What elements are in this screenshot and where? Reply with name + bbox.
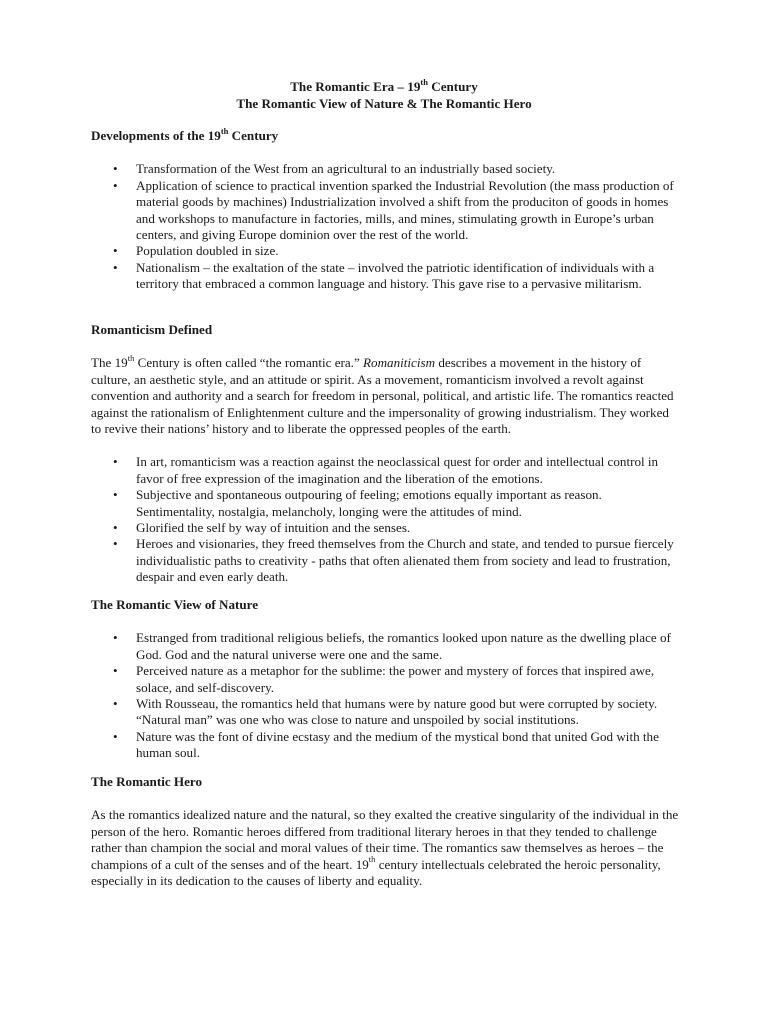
heading-view-of-nature: The Romantic View of Nature: [91, 597, 259, 612]
list-item: • Nature was the font of divine ecstasy and the medium of the mystical bond that united God with the human soul.: [91, 729, 681, 762]
list-item: • Nationalism – the exaltation of the state – involved the patriotic identification of individuals with a territory that embraced a common language and history. This gave rise to a pervasive militarism.: [91, 260, 681, 293]
section-view-of-nature: [91, 597, 681, 762]
list-item: • Heroes and visionaries, they freed themselves from the Church and state, and tended to pursue fiercely individualistic paths to creativity - paths that often alienated them from society and lead to frustration, despair and even early death.: [91, 536, 681, 585]
section-developments: [91, 125, 681, 293]
title-line-2: The Romantic View of Nature & The Romantic Hero: [236, 95, 532, 111]
title-line-1: The Romantic Era – 19th Century: [290, 76, 478, 94]
section-romanticism-defined: [91, 322, 681, 586]
list-item: • With Rousseau, the romantics held that humans were by nature good but were corrupted by society. “Natural man” was one who was close to nature and unspoiled by social institutions.: [91, 696, 681, 729]
list-item: • Estranged from traditional religious beliefs, the romantics looked upon nature as the dwelling place of God. God and the natural universe were one and the same.: [91, 630, 681, 663]
list-item: • Glorified the self by way of intuition and the senses.: [91, 520, 681, 536]
heading-romanticism-defined: Romanticism Defined: [91, 322, 213, 337]
heading-romantic-hero: The Romantic Hero: [91, 774, 203, 789]
hero-paragraph: As the romantics idealized nature and the natural, so they exalted the creative singularity of the individual in the person of the hero. Romantic heroes differed from traditional literary heroes in that they tended to challenge rather than champion the social and moral values of their time. The romantics saw themselves as heroes – the champions of a cult of the senses and of the heart. 19th century intellectuals celebrated the heroic personality, especially in its dedication to the causes of liberty and equality.: [91, 807, 679, 889]
list-item: • In art, romanticism was a reaction against the neoclassical quest for order and intellectual control in favor of free expression of the imagination and the liberation of the emotions.: [91, 454, 681, 487]
list-item: • Transformation of the West from an agricultural to an industrially based society.: [91, 161, 681, 177]
romanticism-paragraph: The 19th Century is often called “the romantic era.” Romaniticism describes a movement in the history of culture, an aesthetic style, and an attitude or spirit. As a movement, romanticism involved a revolt against convention and authority and a search for freedom in personal, political, and artistic life. The romantics reacted against the rationalism of Enlightenment culture and the impersonality of growing industrialism. They worked to revive their nations’ history and to liberate the oppressed peoples of the earth.: [91, 353, 674, 437]
document-title: [0, 76, 768, 112]
list-item: • Application of science to practical invention sparked the Industrial Revolution (the mass production of material goods by machines) Industrialization involved a shift from the produciton of goods in homes and workshops to manufacture in factories, mills, and mines, stimulating growth in Europe’s urban centers, and giving Europe dominion over the rest of the world.: [91, 178, 681, 244]
heading-developments: Developments of the 19th Century: [91, 125, 279, 143]
nature-list: [91, 630, 681, 761]
section-romantic-hero: [91, 774, 681, 889]
list-item: • Perceived nature as a metaphor for the sublime: the power and mystery of forces that inspired awe, solace, and self-discovery.: [91, 663, 681, 696]
list-item: • Population doubled in size.: [91, 243, 681, 259]
developments-list: [91, 161, 681, 292]
romanticism-list: [91, 454, 681, 585]
list-item: • Subjective and spontaneous outpouring of feeling; emotions equally important as reason. Sentimentality, nostalgia, melancholy, longing were the attitudes of mind.: [91, 487, 681, 520]
